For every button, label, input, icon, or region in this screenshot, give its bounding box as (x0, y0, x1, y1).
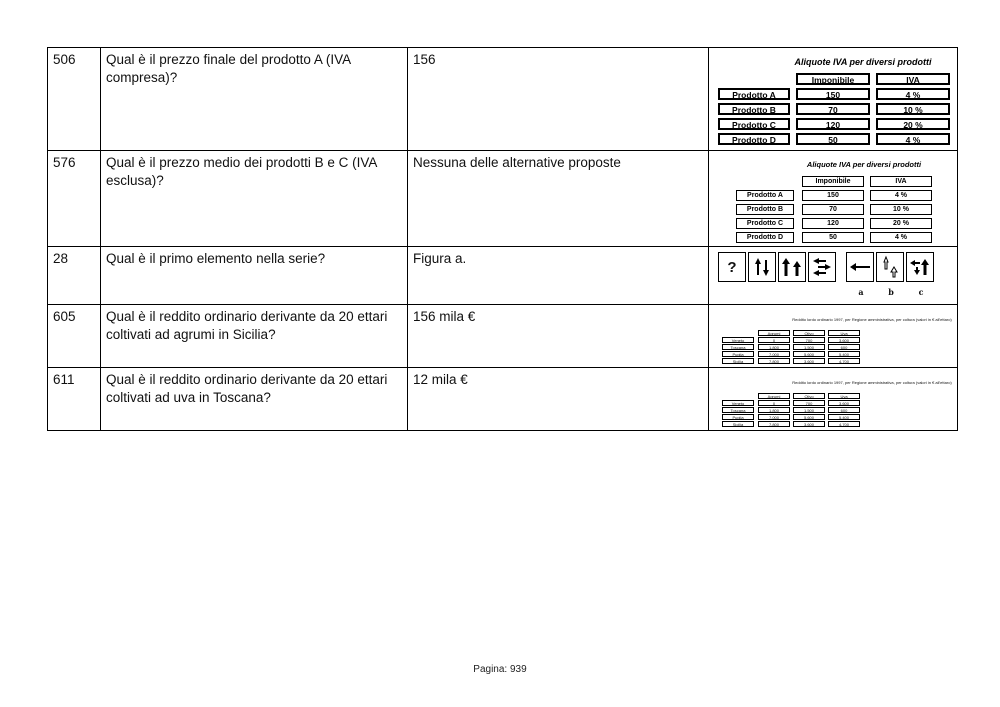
column-header: IVA (876, 73, 950, 85)
table-cell: 3.600 (828, 400, 860, 406)
left-arrow-icon (848, 255, 872, 279)
row-label: Prodotto D (718, 133, 790, 145)
table-cell: 5.400 (828, 414, 860, 420)
figure-cell (709, 151, 958, 247)
table-row (48, 368, 958, 431)
row-label: Prodotto B (718, 103, 790, 115)
row-label: Toscana (722, 344, 754, 350)
question-text: Qual è il reddito ordinario derivante da 20 ettari coltivati ad uva in Toscana? (101, 368, 408, 431)
series-item-2 (778, 252, 806, 282)
row-label: Sicilia (722, 421, 754, 427)
table-cell: 3.600 (828, 337, 860, 343)
row-label: Prodotto A (736, 190, 794, 201)
table-cell: 3.600 (793, 421, 825, 427)
page-number: Pagina: 939 (473, 664, 527, 675)
income-table (722, 374, 952, 427)
iva-rate-table (736, 156, 952, 243)
table-cell: 1.800 (758, 407, 790, 413)
row-label: Prodotto B (736, 204, 794, 215)
table-cell: 5.400 (828, 351, 860, 357)
table-cell: 70 (796, 103, 870, 115)
question-text: Qual è il prezzo finale del prodotto A (IVA compresa)? (101, 48, 408, 151)
table-cell: 0 (758, 400, 790, 406)
question-mark-box: ? (718, 252, 746, 282)
table-cell: 50 (796, 133, 870, 145)
row-label: Toscana (722, 407, 754, 413)
table-cell: 5.600 (793, 414, 825, 420)
column-header: Imponibile (796, 73, 870, 85)
option-a (846, 252, 876, 301)
table-cell: 4 % (876, 133, 950, 145)
answer-text: Figura a. (408, 247, 709, 305)
column-header: Uva (828, 393, 860, 399)
table-cell: 4.700 (828, 358, 860, 364)
table-cell: 120 (802, 218, 864, 229)
table-cell: 7.000 (758, 351, 790, 357)
series-item-3 (808, 252, 836, 282)
row-label: Prodotto A (718, 88, 790, 100)
column-header: IVA (870, 176, 932, 187)
table-cell: 10 % (870, 204, 932, 215)
answer-text: Nessuna delle alternative proposte (408, 151, 709, 247)
answer-text: 12 mila € (408, 368, 709, 431)
column-header: Olivo (793, 330, 825, 336)
table-cell: 0 (758, 337, 790, 343)
table-cell: 7.000 (758, 414, 790, 420)
table-cell: 7.800 (758, 421, 790, 427)
question-id: 611 (48, 368, 101, 431)
table-row (48, 48, 958, 151)
table-cell: 700 (793, 337, 825, 343)
table-cell: 700 (793, 400, 825, 406)
column-header: Agrumi (758, 393, 790, 399)
table-cell: 1.800 (758, 344, 790, 350)
question-text: Qual è il prezzo medio dei prodotti B e C (IVA esclusa)? (101, 151, 408, 247)
question-id: 605 (48, 305, 101, 368)
column-header: Uva (828, 330, 860, 336)
table-cell: 150 (796, 88, 870, 100)
table-cell: 120 (796, 118, 870, 130)
table-row (48, 305, 958, 368)
column-header: Agrumi (758, 330, 790, 336)
option-b (876, 252, 906, 301)
up-arrows-icon (780, 255, 804, 279)
figure-title: Aliquote IVA per diversi prodotti (806, 160, 922, 169)
row-label: Sicilia (722, 358, 754, 364)
answer-text: 156 (408, 48, 709, 151)
figure-cell (709, 305, 958, 368)
table-cell: 70 (802, 204, 864, 215)
option-label: a (858, 287, 864, 297)
figure-cell (709, 247, 958, 305)
figure-cell (709, 368, 958, 431)
question-text: Qual è il reddito ordinario derivante da 20 ettari coltivati ad agrumi in Sicilia? (101, 305, 408, 368)
scattered-arrows-icon (810, 255, 834, 279)
question-id: 506 (48, 48, 101, 151)
row-label: Prodotto C (736, 218, 794, 229)
question-text: Qual è il primo elemento nella serie? (101, 247, 408, 305)
mixed-arrows-icon (908, 255, 932, 279)
table-cell: 4 % (870, 232, 932, 243)
series-item-1 (748, 252, 776, 282)
option-c (906, 252, 936, 301)
table-cell: 3.600 (793, 358, 825, 364)
column-header: Imponibile (802, 176, 864, 187)
table-cell: 50 (802, 232, 864, 243)
table-cell: 600 (828, 344, 860, 350)
up-down-arrows-icon (751, 255, 773, 279)
option-label: b (888, 287, 894, 297)
table-cell: 1.500 (793, 407, 825, 413)
table-cell: 150 (802, 190, 864, 201)
row-label: Puglia (722, 414, 754, 420)
income-table (722, 311, 952, 364)
figure-title: Aliquote IVA per diversi prodotti (794, 57, 932, 67)
row-label: Veneto (722, 337, 754, 343)
figure-title: Reddito lordo ordinario 1997, per Regione amministrativa, per coltura (valori in € all'ettaro) (792, 380, 952, 385)
table-cell: 5.600 (793, 351, 825, 357)
series-figure (718, 252, 952, 301)
table-cell: 4 % (876, 88, 950, 100)
table-cell: 20 % (876, 118, 950, 130)
question-id: 576 (48, 151, 101, 247)
table-cell: 7.800 (758, 358, 790, 364)
table-cell: 4.700 (828, 421, 860, 427)
iva-rate-table (718, 53, 948, 145)
table-cell: 1.500 (793, 344, 825, 350)
table-cell: 10 % (876, 103, 950, 115)
row-label: Prodotto D (736, 232, 794, 243)
table-row (48, 151, 958, 247)
table-cell: 20 % (870, 218, 932, 229)
column-header: Olivo (793, 393, 825, 399)
question-id: 28 (48, 247, 101, 305)
quiz-table (47, 47, 958, 431)
answer-text: 156 mila € (408, 305, 709, 368)
row-label: Veneto (722, 400, 754, 406)
option-label: c (918, 287, 924, 297)
figure-title: Reddito lordo ordinario 1997, per Regione amministrativa, per coltura (valori in € all'ettaro) (792, 317, 952, 322)
outline-arrows-icon (878, 255, 902, 279)
table-cell: 4 % (870, 190, 932, 201)
row-label: Prodotto C (718, 118, 790, 130)
figure-cell (709, 48, 958, 151)
table-cell: 600 (828, 407, 860, 413)
table-row (48, 247, 958, 305)
row-label: Puglia (722, 351, 754, 357)
